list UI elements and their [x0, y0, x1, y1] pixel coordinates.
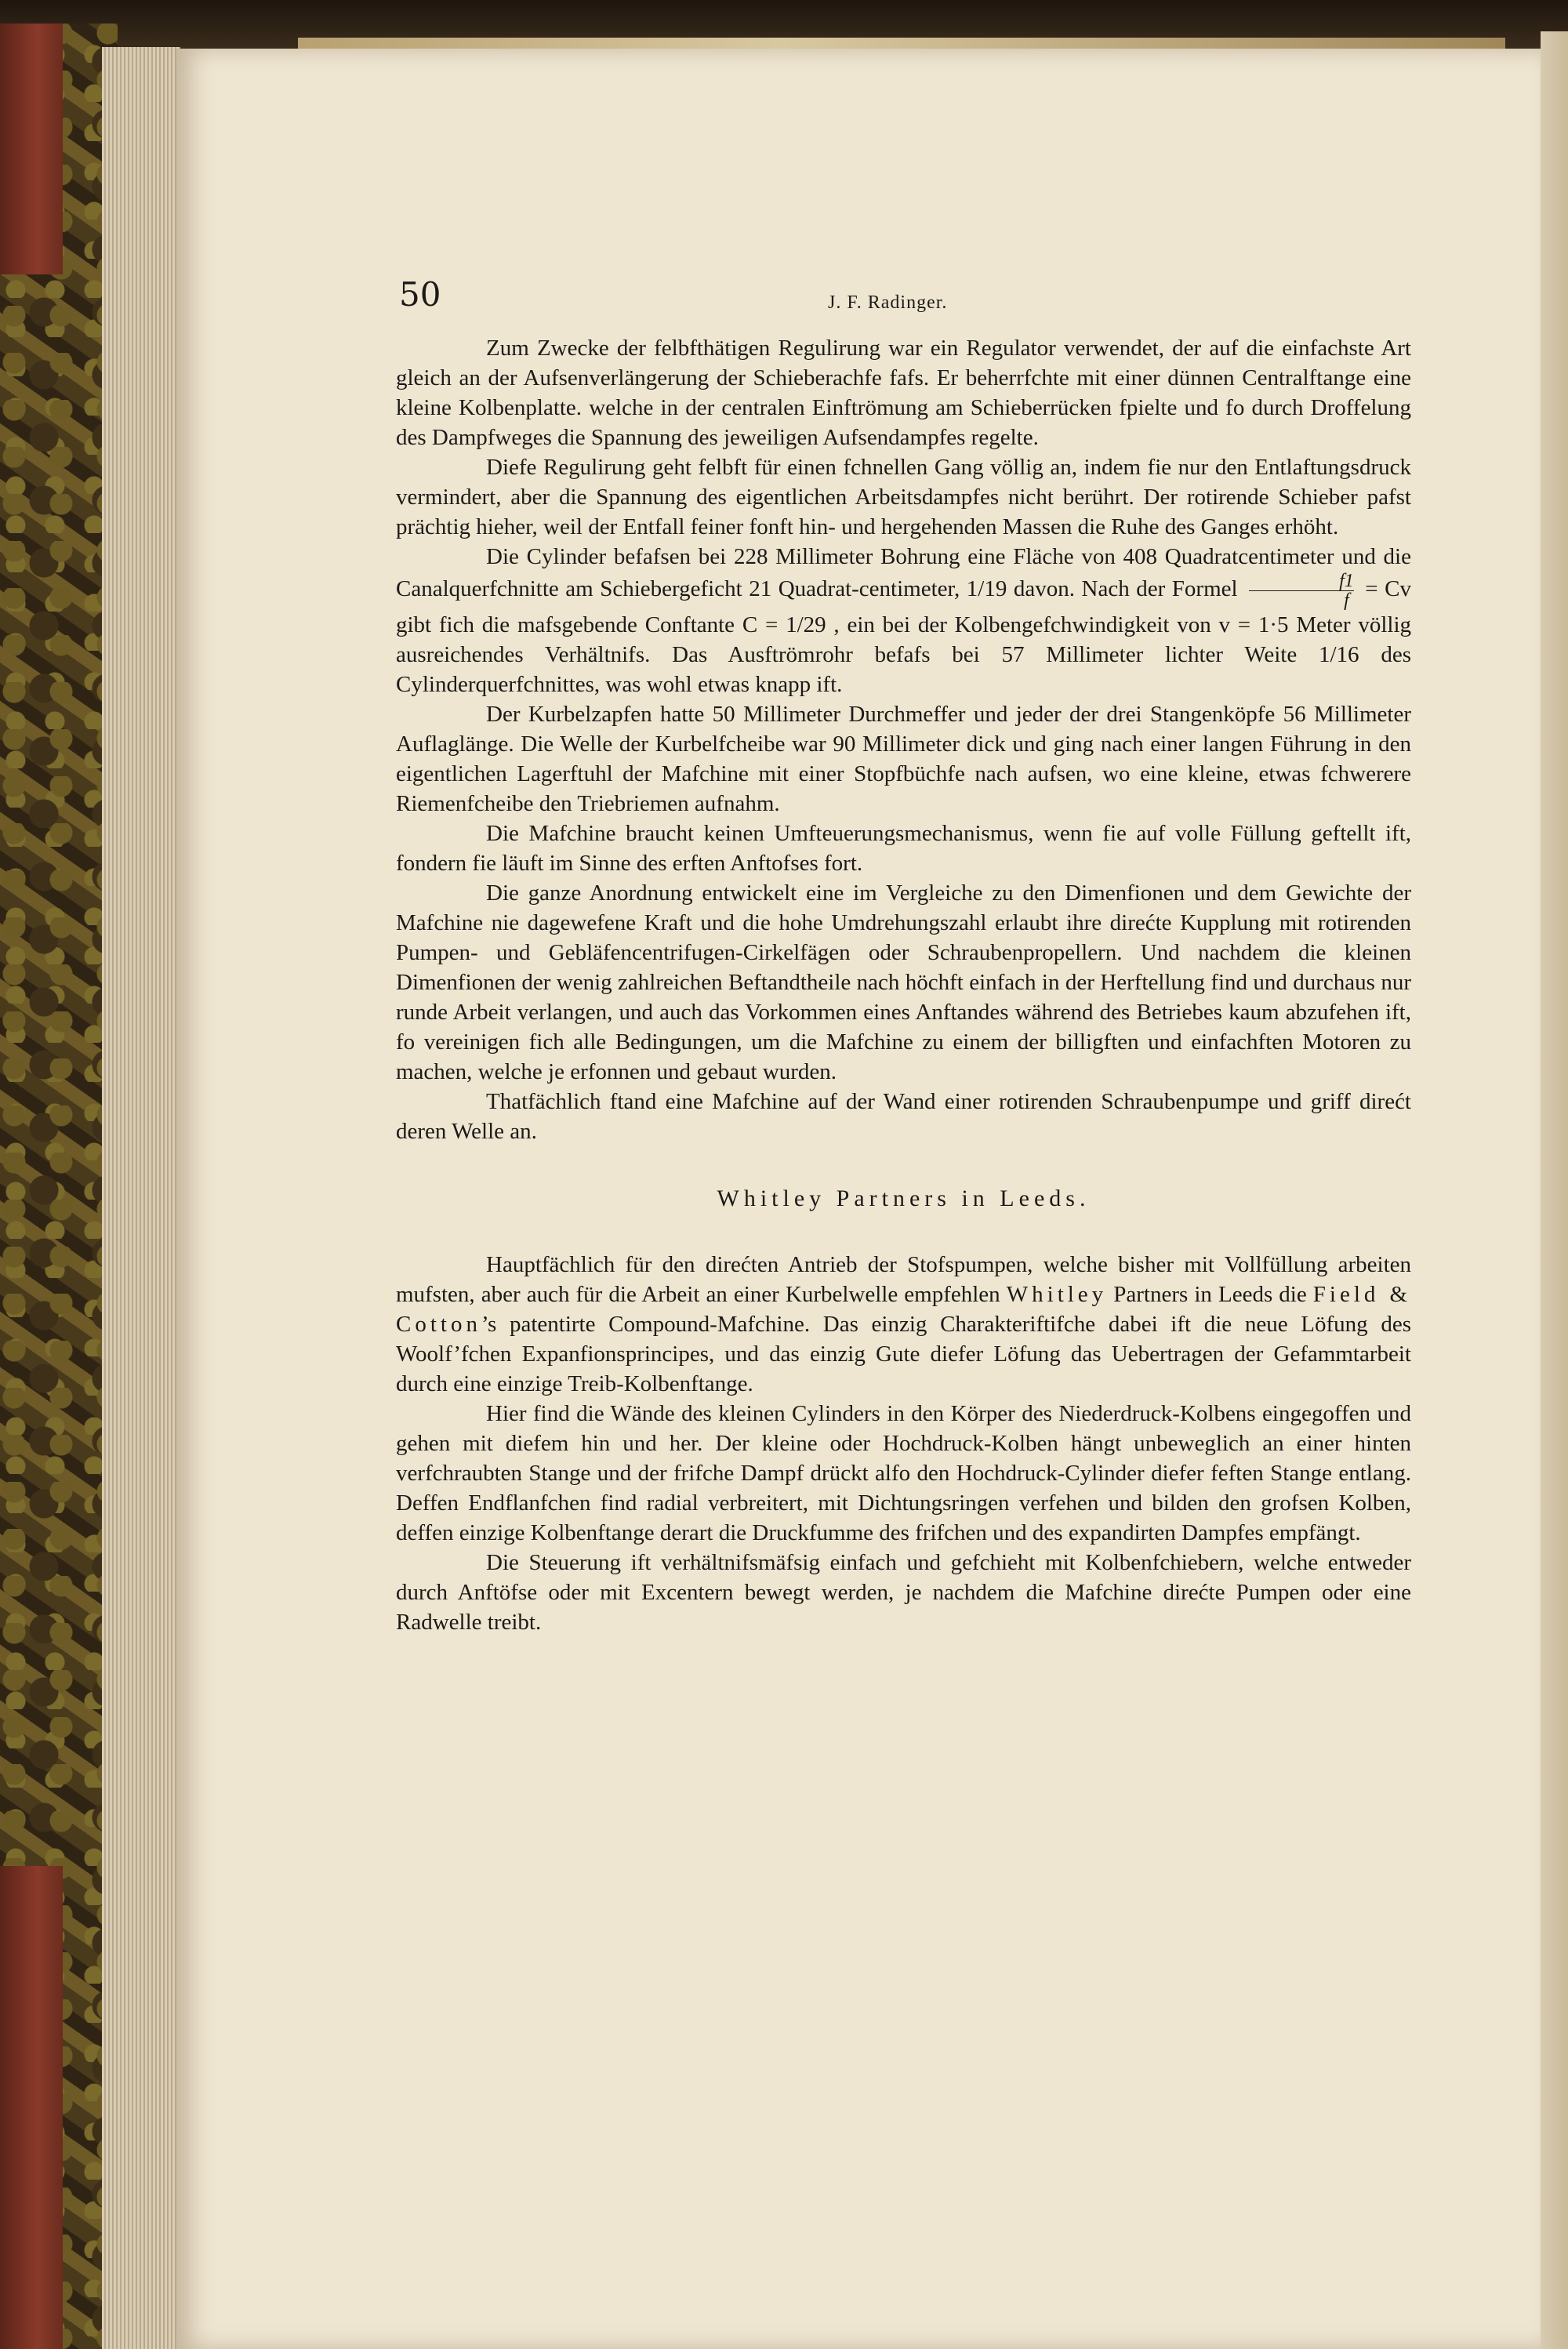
- facing-page-edge: [1541, 31, 1568, 2349]
- formula-denominator: f: [1249, 590, 1354, 610]
- text-run: Hauptfächlich für den direćten Antrieb der Stofspumpen, welche bisher mit Vollfüllung arbeiten mufsten, aber auch für die Arbeit an einer Kurbelwelle empfehlen: [396, 1252, 1411, 1307]
- company-name: Whitley: [1006, 1282, 1108, 1307]
- text-run: davon. Nach der Formel: [1013, 576, 1238, 602]
- text-run: , ein bei der Kolbengefchwindigkeit von v = 1·5 Meter völlig ausreichendes Verhältnifs. Das Ausftrömrohr befafs bei 57 Millimeter lichter Weite: [396, 612, 1412, 667]
- paragraph: [396, 542, 1411, 699]
- paragraph: Die Mafchine braucht keinen Umfteuerungsmechanismus, wenn fie auf volle Füllung geftellt ift, fondern fie läuft im Sinne des erften Anftofses fort.: [396, 821, 1411, 876]
- text-run: = Cv gibt fich die mafsgebende Conftante C =: [396, 576, 1412, 637]
- text-run: ’s patentirte Compound-Mafchine. Das einzig Charakteriftifche dabei ift die neue Löfung des Woolf’fchen Expanfionsprincipes, und das einzig Gute diefer Löfung das Uebertragen der Gefammtarbeit durch eine einzige Treib-Kolbenftange.: [396, 1312, 1411, 1396]
- page-stack-edge: [102, 47, 180, 2349]
- fraction: 1/16: [1319, 642, 1359, 667]
- paragraph: Hier find die Wände des kleinen Cylinders in den Körper des Niederdruck-Kolbens eingegoffen und gehen mit diefem hin und her. Der kleine oder Hochdruck-Kolben hängt unbeweglich an einer hinten verfchraubten Stange und der frifche Dampf drückt alfo den Hochdruck-Cylinder diefer feften Stange entlang. Deffen Endflanfchen find radial verbreitert, mit Dichtungsringen verfehen und bilden den grofsen Kolben, deffen einzige Kolbenftange derart die Druckfumme des frifchen und des expandirten Dampfes empfängt.: [396, 1401, 1411, 1545]
- book-top-edge: [0, 0, 1568, 49]
- formula-fraction: [1249, 572, 1354, 610]
- paragraph: [396, 1250, 1411, 1399]
- running-head: J. F. Radinger.: [828, 292, 948, 313]
- page-text: [396, 275, 1412, 1637]
- text-run: des Cylinderquerfchnittes, was wohl etwas knapp ift.: [396, 642, 1411, 697]
- fraction: 1/19: [966, 576, 1007, 602]
- page-header: [396, 275, 1411, 333]
- paragraph: Diefe Regulirung geht felbft für einen fchnellen Gang völlig an, indem fie nur den Entlaftungsdruck vermindert, aber die Spannung des eigentlichen Arbeitsdampfes nicht berührt. Der rotirende Schieber pafst prächtig hieher, weil der Entfall feiner fonft hin- und hergehenden Massen die Ruhe des Ganges erhöht.: [396, 455, 1411, 539]
- text-run: Die Cylinder befafsen bei 228 Millimeter Bohrung eine Fläche von 408 Quadratcentimeter und die Canalquerfchnitte am Schiebergeficht 21 Quadrat-centimeter,: [396, 544, 1411, 602]
- fraction: 1/29: [786, 612, 826, 637]
- leather-corner-top: [0, 24, 63, 274]
- page-number: 50: [399, 275, 441, 314]
- paragraph: Die ganze Anordnung entwickelt eine im Vergleiche zu den Dimenfionen und dem Gewichte der Mafchine nie dagewefene Kraft und die hohe Umdrehungszahl erlaubt ihre direćte Kupplung mit rotirenden Pumpen- und Gebläfencentrifugen-Cirkelfägen oder Schraubenpropellern. Und nachdem die kleinen Dimenfionen der wenig zahlreichen Beftandtheile nach höchft einfach in der Herftellung find und durchaus nur runde Arbeit verlangen, und auch das Vorkommen eines Anftandes während des Betriebes kaum abzufehen ift, fo vereinigen fich alle Bedingungen, um die Mafchine zu einem der billigften und einfachften Motoren zu machen, welche je erfonnen und gebaut wurden.: [396, 880, 1411, 1084]
- paragraph: Zum Zwecke der felbfthätigen Regulirung war ein Regulator verwendet, der auf die einfachste Art gleich an der Aufsenverlängerung der Schieberachfe fafs. Er beherrfchte mit einer dünnen Centralftange eine kleine Kolbenplatte. welche in der centralen Einftrömung am Schieberrücken fpielte und fo durch Droffelung des Dampfweges die Spannung des jeweiligen Aufsendampfes regelte.: [396, 336, 1411, 450]
- text-run: Partners in Leeds die: [1113, 1282, 1307, 1307]
- paragraph: Der Kurbelzapfen hatte 50 Millimeter Durchmeffer und jeder der drei Stangenköpfe 56 Millimeter Auflaglänge. Die Welle der Kurbelfcheibe war 90 Millimeter dick und ging nach einer langen Führung in den eigentlichen Lagerftuhl der Mafchine mit einer Stopfbüchfe nach aufsen, wo eine kleine, etwas fchwerere Riemenfcheibe den Triebriemen aufnahm.: [396, 702, 1411, 816]
- leather-corner-bottom: [0, 1866, 63, 2349]
- formula-numerator: f1: [1339, 571, 1354, 591]
- paragraph: Die Steuerung ift verhältnifsmäfsig einfach und gefchieht mit Kolbenfchiebern, welche entweder durch Anftöfse oder mit Excentern bewegt werden, je nachdem die Mafchine direćte Pumpen oder eine Radwelle treibt.: [396, 1550, 1411, 1635]
- gilt-edge: [298, 38, 1505, 49]
- paragraph: Thatfächlich ftand eine Mafchine auf der Wand einer rotirenden Schraubenpumpe und griff direćt deren Welle an.: [396, 1089, 1411, 1144]
- section-heading: Whitley Partners in Leeds.: [717, 1185, 1091, 1211]
- company-name: Field & Cotton: [396, 1282, 1412, 1337]
